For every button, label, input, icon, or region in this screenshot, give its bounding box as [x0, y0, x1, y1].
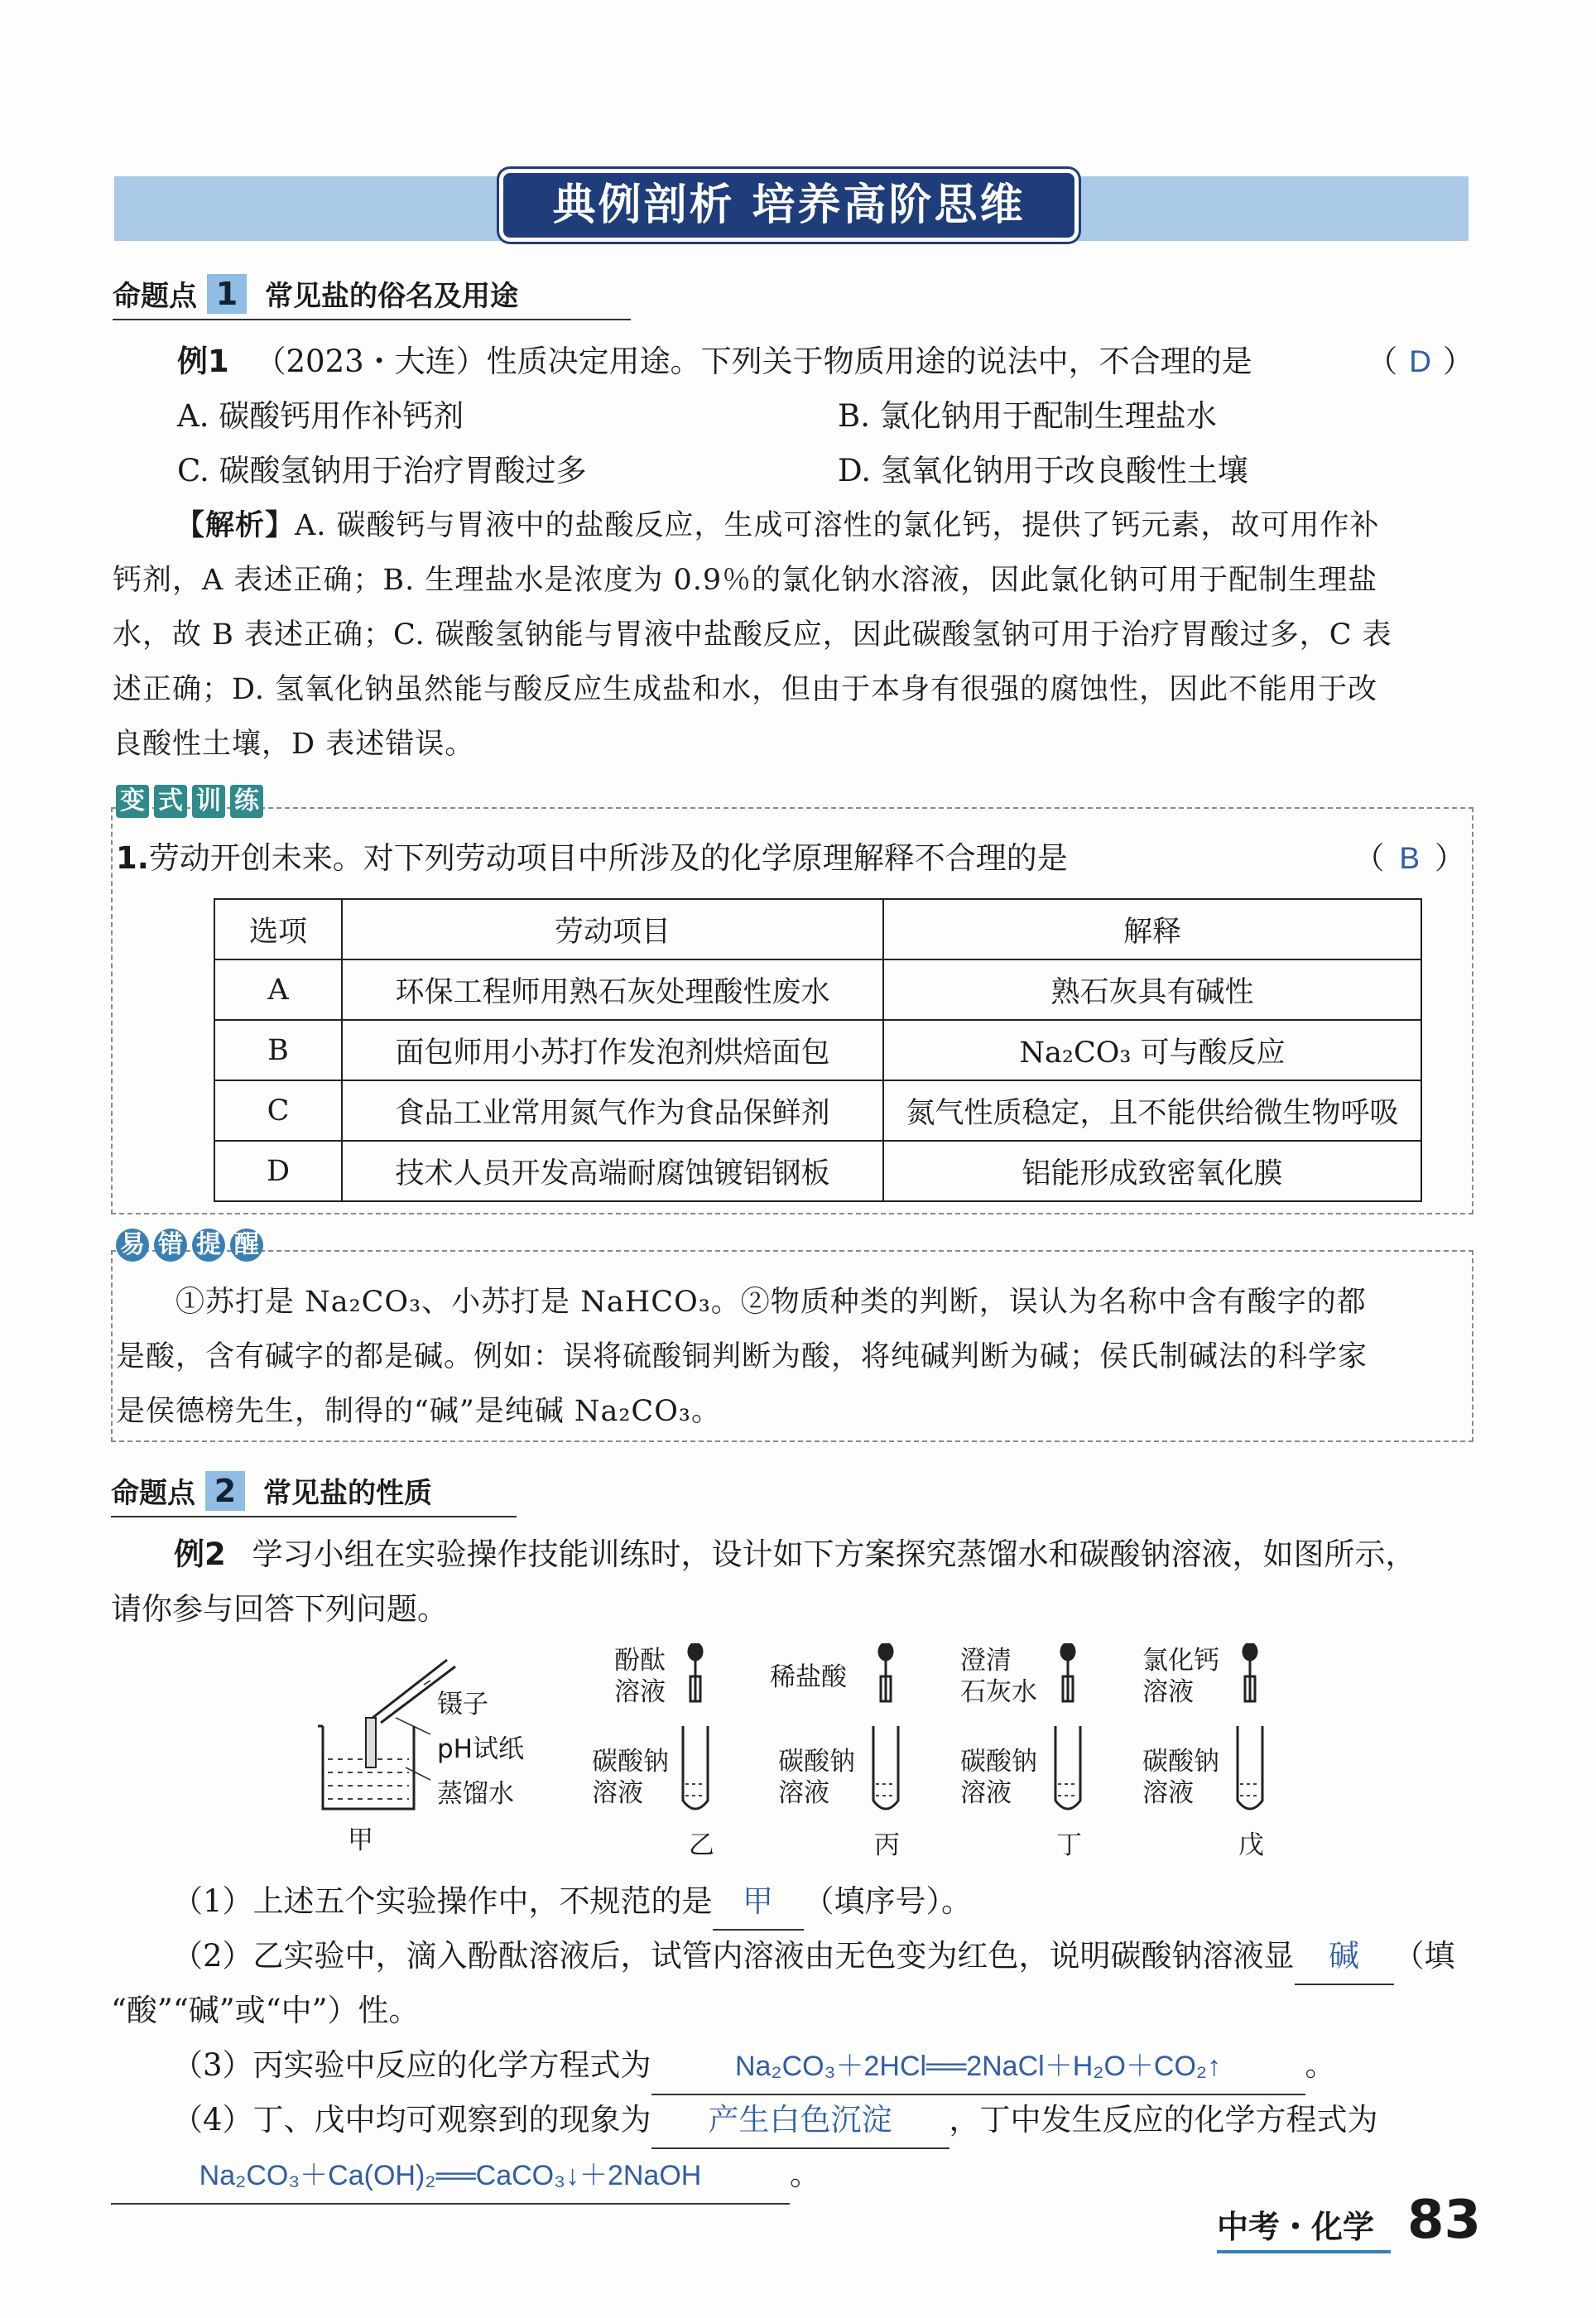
answer-blank-1: 甲 — [713, 1874, 804, 1931]
question-3: （3）丙实验中反应的化学方程式为 Na₂CO₃＋2HCl══2NaCl＋H₂O＋CO₂↑ 。 — [172, 2038, 1472, 2095]
section-label: 命题点 — [111, 1477, 195, 1510]
label-wu: 戊 — [1238, 1830, 1264, 1860]
example2-stem-line2: 请你参与回答下列问题。 — [111, 1591, 448, 1627]
answer-blank-3: Na₂CO₃＋2HCl══2NaCl＋H₂O＋CO₂↑ — [651, 2039, 1305, 2095]
question-2-line2: “酸”“碱”或“中”）性。 — [111, 1993, 420, 2028]
example1-stem: 例1 （2023・大连）性质决定用途。下列关于物质用途的说法中，不合理的是 — [177, 344, 1252, 379]
label-wu-dropper: 氯化钙 溶液 — [1142, 1646, 1219, 1707]
example1-answer-box: （ D ） — [1367, 344, 1473, 379]
label-tweezers: 镊子 — [437, 1690, 488, 1719]
footer-underline — [1217, 2250, 1391, 2253]
table-row: D 技术人员开发高端耐腐蚀镀铝钢板 铝能形成致密氧化膜 — [214, 1141, 1421, 1201]
footer-subject: 中考・化学 — [1217, 2209, 1375, 2245]
section-title: 常见盐的俗名及用途 — [265, 280, 518, 313]
table-row: B 面包师用小苏打作发泡剂烘焙面包 Na₂CO₃ 可与酸反应 — [214, 1020, 1421, 1080]
answer-blank-5: Na₂CO₃＋Ca(OH)₂══CaCO₃↓＋2NaOH — [111, 2148, 790, 2205]
option-d: D. 氢氧化钠用于改良酸性土壤 — [838, 453, 1248, 488]
section-title: 常见盐的性质 — [263, 1477, 432, 1510]
section-heading-1 — [113, 273, 631, 320]
answer-blank-4: 产生白色沉淀 — [651, 2093, 949, 2149]
analysis-label: 【解析】 — [175, 509, 296, 542]
banner-title: 典例剖析 培养高阶思维 — [503, 173, 1074, 238]
label-yi: 乙 — [689, 1830, 714, 1860]
section-number: 1 — [207, 274, 247, 314]
table-row: A 环保工程师用熟石灰处理酸性废水 熟石灰具有碱性 — [214, 959, 1421, 1020]
label-ding-tube: 碳酸钠 溶液 — [960, 1747, 1037, 1808]
label-ding-dropper: 澄清 石灰水 — [960, 1646, 1037, 1707]
question-2: （2）乙实验中，滴入酚酞溶液后，试管内溶液由无色变为红色，说明碳酸钠溶液显 碱 （填 — [172, 1929, 1480, 1985]
tip-tag: 易 错 提 醒 — [116, 1229, 268, 1262]
section-label: 命题点 — [113, 280, 197, 313]
practice-question: 1.劳动开创未来。对下列劳动项目中所涉及的化学原理解释不合理的是 — [116, 840, 1068, 876]
question-4-line2: Na₂CO₃＋Ca(OH)₂══CaCO₃↓＋2NaOH 。 — [111, 2147, 820, 2205]
option-b: B. 氯化钠用于配制生理盐水 — [838, 398, 1217, 434]
page-number: 83 — [1407, 2190, 1482, 2251]
practice-answer-box: （ B ） — [1353, 840, 1465, 876]
option-a: A. 碳酸钙用作补钙剂 — [177, 398, 464, 434]
label-yi-tube: 碳酸钠 溶液 — [592, 1747, 669, 1808]
question-1: （1）上述五个实验操作中，不规范的是 甲 （填序号）。 — [172, 1874, 1472, 1931]
practice-answer: B — [1399, 841, 1420, 875]
example2-label: 例2 — [174, 1537, 226, 1572]
label-wu-tube: 碳酸钠 溶液 — [1142, 1747, 1219, 1808]
label-ph-paper: pH试纸 — [437, 1734, 524, 1764]
example1-analysis: 【解析】A. 碳酸钙与胃液中的盐酸反应，生成可溶性的氯化钙，提供了钙元素，故可用作补 钙剂，A 表述正确；B. 生理盐水是浓度为 0.9％的氯化钠水溶液，因此氯化钠可用于配制生理盐 水，故 B 表述正确；C. 碳酸氢钠能与胃液中盐酸反应，因此碳酸氢钠可用于治疗胃酸过多，C 表 述正确；D. 氢氧化钠虽然能与酸反应生成盐和水，但由于本身有很强的腐蚀性，因此不能用于改 良酸性土壤，D 表述错误。 — [113, 509, 1392, 761]
section-banner — [114, 176, 1469, 241]
label-distilled-water: 蒸馏水 — [437, 1779, 514, 1809]
label-yi-dropper: 酚酞 溶液 — [614, 1646, 666, 1707]
section-heading-2 — [111, 1470, 517, 1517]
question-4: （4）丁、戊中均可观察到的现象为 产生白色沉淀 ，丁中发生反应的化学方程式为 — [172, 2093, 1480, 2149]
option-c: C. 碳酸氢钠用于治疗胃酸过多 — [177, 453, 587, 488]
answer-blank-2: 碱 — [1295, 1929, 1394, 1985]
example1-label: 例1 — [177, 344, 229, 379]
label-bing-dropper: 稀盐酸 — [770, 1662, 847, 1692]
label-jia: 甲 — [348, 1825, 373, 1855]
experiment-figure — [306, 1643, 1283, 1859]
example1-answer: D — [1409, 344, 1431, 378]
label-bing-tube: 碳酸钠 溶液 — [778, 1747, 855, 1808]
practice-tag: 变 式 训 练 — [116, 785, 268, 818]
section-number: 2 — [205, 1471, 245, 1511]
label-bing: 丙 — [874, 1830, 900, 1860]
table-row: C 食品工业常用氮气作为食品保鲜剂 氮气性质稳定，且不能供给微生物呼吸 — [214, 1080, 1421, 1141]
example2-stem: 例2 学习小组在实验操作技能训练时，设计如下方案探究蒸馏水和碳酸钠溶液，如图所示， — [174, 1537, 1416, 1572]
label-ding: 丁 — [1056, 1830, 1082, 1860]
table-header-row: 选项 劳动项目 解释 — [214, 899, 1421, 959]
tip-text: ①苏打是 Na₂CO₃、小苏打是 NaHCO₃。②物质种类的判断，误认为名称中含有酸字的都 是酸，含有碱字的都是碱。例如：误将硫酸铜判断为酸，将纯碱判断为碱；侯氏制碱法的科学家 是侯德榜先生，制得的“碱”是纯碱 Na₂CO₃。 — [116, 1286, 1368, 1428]
practice-table — [214, 898, 1422, 1202]
